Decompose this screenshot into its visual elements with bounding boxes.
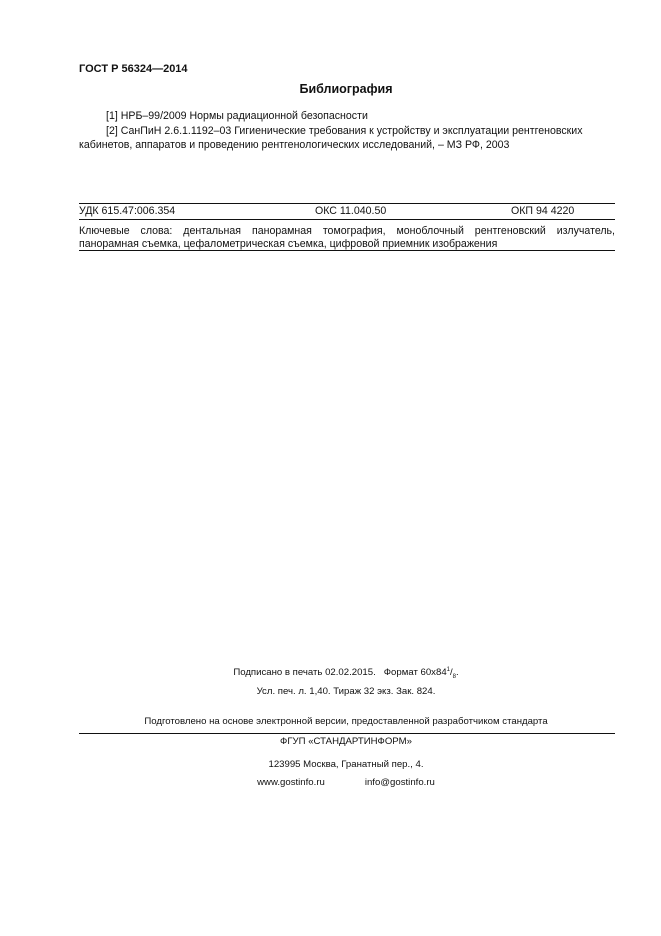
email-link[interactable]: info@gostinfo.ru: [364, 777, 435, 788]
bibliography-item-2-line1: [2] СанПиН 2.6.1.1192–03 Гигиенические требования к устройству и эксплуатации рентгеновских: [106, 124, 583, 137]
keywords: Ключевые слова: дентальная панорамная томография, моноблочный рентгеновский излучатель, панорамная съемка, цефалометрическая съемка, цифровой приемник изображения: [79, 225, 615, 250]
document-code: ГОСТ Р 56324—2014: [79, 63, 188, 75]
publisher-rule: [79, 733, 615, 734]
paper-format: Формат $60x84^1/_8$.: [383, 667, 459, 681]
bibliography-title: Библиография: [299, 82, 393, 96]
signed-date: Подписано в печать 02.02.2015.: [233, 667, 376, 679]
publisher-address: 123995 Москва, Гранатный пер., 4.: [268, 759, 424, 770]
classification-top-rule: [79, 203, 615, 204]
udk-code: УДК 615.47:006.354: [79, 205, 176, 217]
publisher-contacts: [0, 777, 661, 788]
bibliography-item-2: [79, 124, 618, 153]
publisher-name: ФГУП «СТАНДАРТИНФОРМ»: [280, 736, 412, 747]
print-info: Усл. печ. л. 1,40. Тираж 32 экз. Зак. 824.: [256, 686, 436, 697]
okp-code: ОКП 94 4220: [511, 205, 575, 217]
bibliography-item-2-line2: кабинетов, аппаратов и проведению рентгенологических исследований, – МЗ РФ, 2003: [79, 139, 510, 151]
bibliography-list: [79, 109, 618, 153]
classification-mid-rule: [79, 219, 615, 220]
prepared-note: Подготовлено на основе электронной версии, предоставленной разработчиком стандарта: [144, 716, 548, 727]
oks-code: ОКС 11.040.50: [315, 205, 387, 217]
website-link[interactable]: www.gostinfo.ru: [257, 777, 325, 788]
bibliography-item-1: [1] НРБ–99/2009 Нормы радиационной безопасности: [106, 110, 368, 122]
keywords-bottom-rule: [79, 250, 615, 251]
signed-for-print: [0, 667, 661, 680]
